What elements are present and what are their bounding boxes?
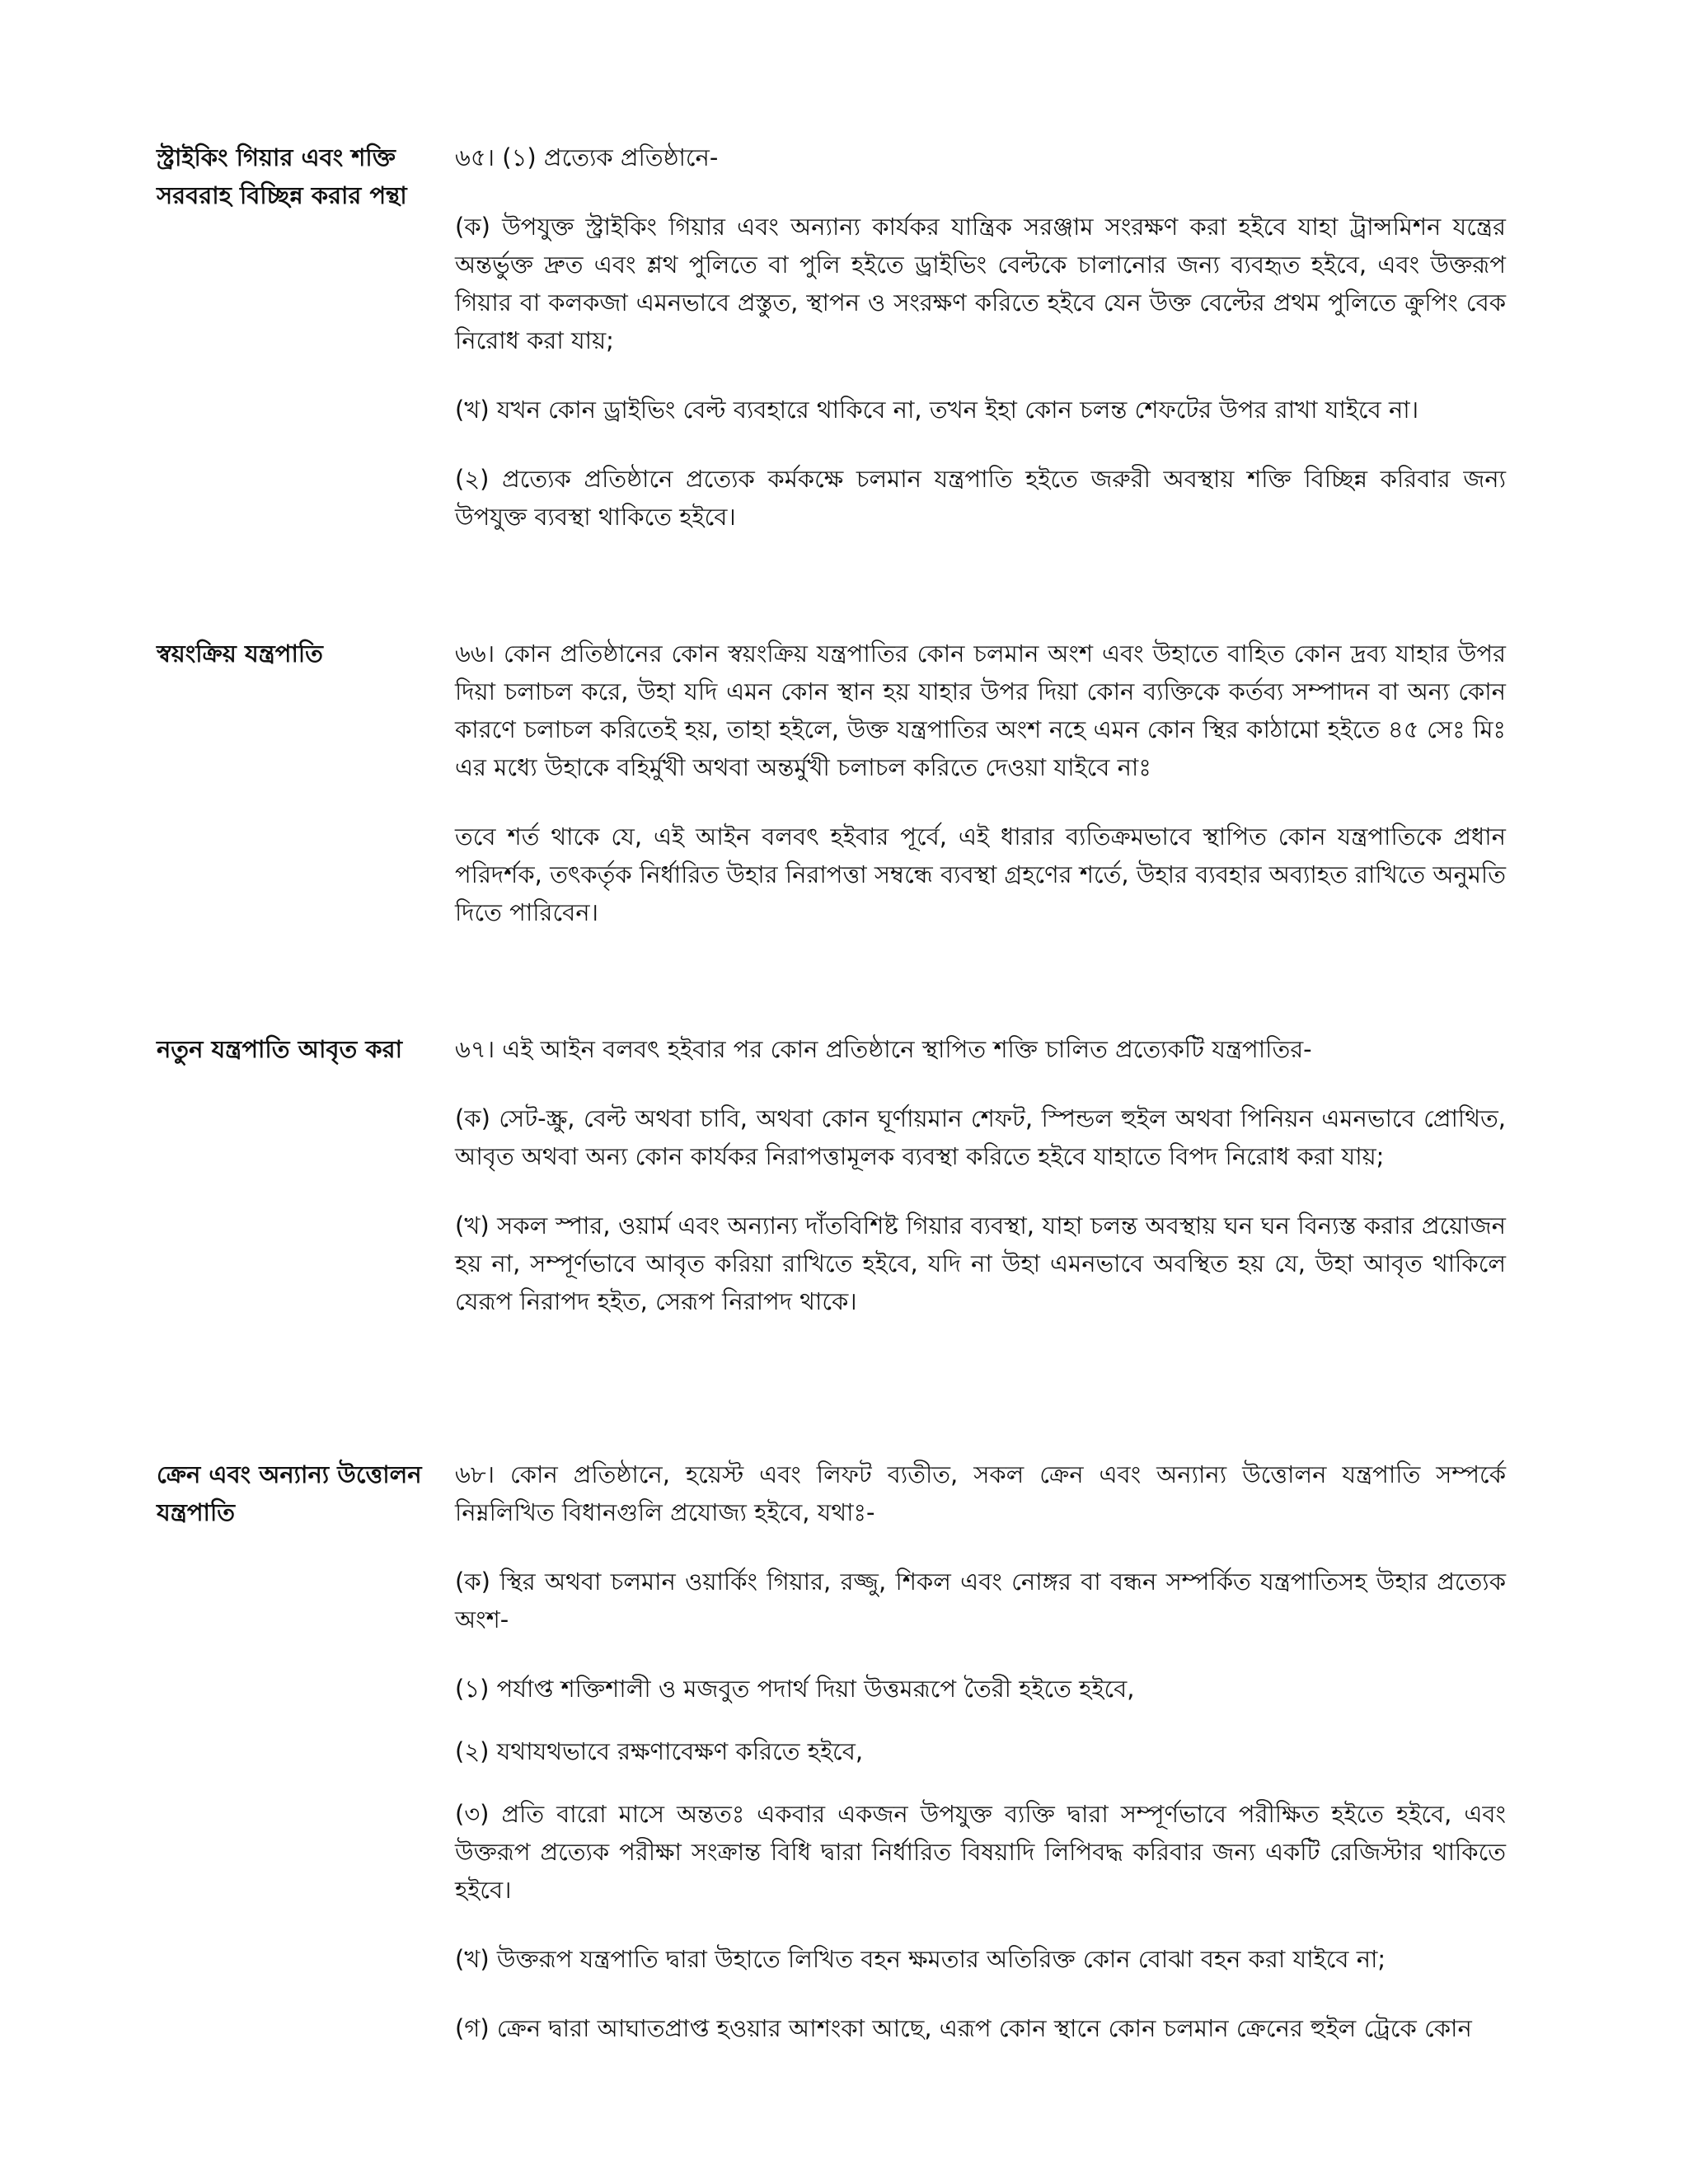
paragraph: (ক) সেট-স্ক্রু, বেল্ট অথবা চাবি, অথবা কোন ঘূর্ণায়মান শেফট, স্পিন্ডল হুইল অথবা পিনিয়ন এমনভাবে প্রোথিত, আবৃত অথবা অন্য কোন কার্যকর নিরাপত্তামূলক ব্যবস্থা করিতে হইবে যাহাতে বিপদ নিরোধ করা যায়; [455,1104,1506,1170]
section-body [455,138,1506,567]
paragraph: ৬৮। কোন প্রতিষ্ঠানে, হয়েস্ট এবং লিফট ব্যতীত, সকল ক্রেন এবং অন্যান্য উত্তোলন যন্ত্রপাতি সম্পর্কে নিম্নলিখিত বিধানগুলি প্রযোজ্য হইবে, যথাঃ- [455,1460,1506,1526]
section-heading: স্ট্রাইকিং গিয়ার এবং শক্তি সরবরাহ বিচ্ছিন্ন করার পন্থা [157,143,407,209]
paragraph: তবে শর্ত থাকে যে, এই আইন বলবৎ হইবার পূর্বে, এই ধারার ব্যতিক্রমভাবে স্থাপিত কোন যন্ত্রপাতিকে প্রধান পরিদর্শক, তৎকর্তৃক নির্ধারিত উহার নিরাপত্তা সম্বন্ধে ব্যবস্থা গ্রহণের শর্তে, উহার ব্যবহার অব্যাহত রাখিতে অনুমতি দিতে পারিবেন। [455,823,1506,926]
paragraph: ৬৫। (১) প্রত্যেক প্রতিষ্ঠানে- [455,143,719,171]
paragraph: (৩) প্রতি বারো মাসে অন্ততঃ একবার একজন উপযুক্ত ব্যক্তি দ্বারা সম্পূর্ণভাবে পরীক্ষিত হইতে হইবে, এবং উক্তরূপ প্রত্যেক পরীক্ষা সংক্রান্ত বিধি দ্বারা নির্ধারিত বিষয়াদি লিপিবদ্ধ করিবার জন্য একটি রেজিস্টার থাকিতে হইবে। [455,1800,1506,1904]
section-body [455,1030,1506,1352]
section-heading: নতুন যন্ত্রপাতি আবৃত করা [157,1035,403,1063]
paragraph: (খ) সকল স্পার, ওয়ার্ম এবং অন্যান্য দাঁতবিশিষ্ট গিয়ার ব্যবস্থা, যাহা চলন্ত অবস্থায় ঘন ঘন বিন্যস্ত করার প্রয়োজন হয় না, সম্পূর্ণভাবে আবৃত করিয়া রাখিতে হইবে, যদি না উহা এমনভাবে অবস্থিত হয় যে, উহা আবৃত থাকিলে যেরূপ নিরাপদ হইত, সেরূপ নিরাপদ থাকে। [455,1212,1506,1315]
section-body [455,1455,1506,2079]
paragraph: (১) পর্যাপ্ত শক্তিশালী ও মজবুত পদার্থ দিয়া উত্তমরূপে তৈরী হইতে হইবে, [455,1675,1135,1703]
paragraph: (ক) স্থির অথবা চলমান ওয়ার্কিং গিয়ার, রজ্জু, শিকল এবং নোঙ্গর বা বন্ধন সম্পর্কিত যন্ত্রপাতিসহ উহার প্রত্যেক অংশ- [455,1568,1506,1633]
section-heading: ক্রেন এবং অন্যান্য উত্তোলন যন্ত্রপাতি [157,1460,422,1526]
paragraph: ৬৭। এই আইন বলবৎ হইবার পর কোন প্রতিষ্ঠানে স্থাপিত শক্তি চালিত প্রত্যেকটি যন্ত্রপাতির- [455,1035,1312,1063]
paragraph: (২) যথাযথভাবে রক্ষণাবেক্ষণ করিতে হইবে, [455,1737,864,1765]
paragraph: (ক) উপযুক্ত স্ট্রাইকিং গিয়ার এবং অন্যান্য কার্যকর যান্ত্রিক সরঞ্জাম সংরক্ষণ করা হইবে যাহা ট্রান্সমিশন যন্ত্রের অন্তর্ভুক্ত দ্রুত এবং শ্লথ পুলিতে বা পুলি হইতে ড্রাইভিং বেল্টকে চালানোর জন্য ব্যবহৃত হইবে, এবং উক্তরূপ গিয়ার বা কলকজা এমনভাবে প্রস্তুত, স্থাপন ও সংরক্ষণ করিতে হইবে যেন উক্ত বেল্টের প্রথম পুলিতে ক্রুপিং বেক নিরোধ করা যায়; [455,213,1506,354]
section-body [455,635,1506,963]
paragraph: (খ) উক্তরূপ যন্ত্রপাতি দ্বারা উহাতে লিখিত বহন ক্ষমতার অতিরিক্ত কোন বোঝা বহন করা যাইবে না; [455,1945,1386,1973]
paragraph: (২) প্রত্যেক প্রতিষ্ঠানে প্রত্যেক কর্মকক্ষে চলমান যন্ত্রপাতি হইতে জরুরী অবস্থায় শক্তি বিচ্ছিন্ন করিবার জন্য উপযুক্ত ব্যবস্থা থাকিতে হইবে। [455,465,1506,531]
paragraph: (গ) ক্রেন দ্বারা আঘাতপ্রাপ্ত হওয়ার আশংকা আছে, এরূপ কোন স্থানে কোন চলমান ক্রেনের হুইল ট্রেকে কোন [455,2014,1472,2042]
paragraph: ৬৬। কোন প্রতিষ্ঠানের কোন স্বয়ংক্রিয় যন্ত্রপাতির কোন চলমান অংশ এবং উহাতে বাহিত কোন দ্রব্য যাহার উপর দিয়া চলাচল করে, উহা যদি এমন কোন স্থান হয় যাহার উপর দিয়া কোন ব্যক্তিকে কর্তব্য সম্পাদন বা অন্য কোন কারণে চলাচল করিতেই হয়, তাহা হইলে, উক্ত যন্ত্রপাতির অংশ নহে এমন কোন স্থির কাঠামো হইতে ৪৫ সেঃ মিঃ এর মধ্যে উহাকে বহির্মুখী অথবা অন্তর্মুখী চলাচল করিতে দেওয়া যাইবে নাঃ [455,640,1506,781]
paragraph: (খ) যখন কোন ড্রাইভিং বেল্ট ব্যবহারে থাকিবে না, তখন ইহা কোন চলন্ত শেফটের উপর রাখা যাইবে না। [455,396,1419,424]
section-heading: স্বয়ংক্রিয় যন্ত্রপাতি [157,640,323,668]
